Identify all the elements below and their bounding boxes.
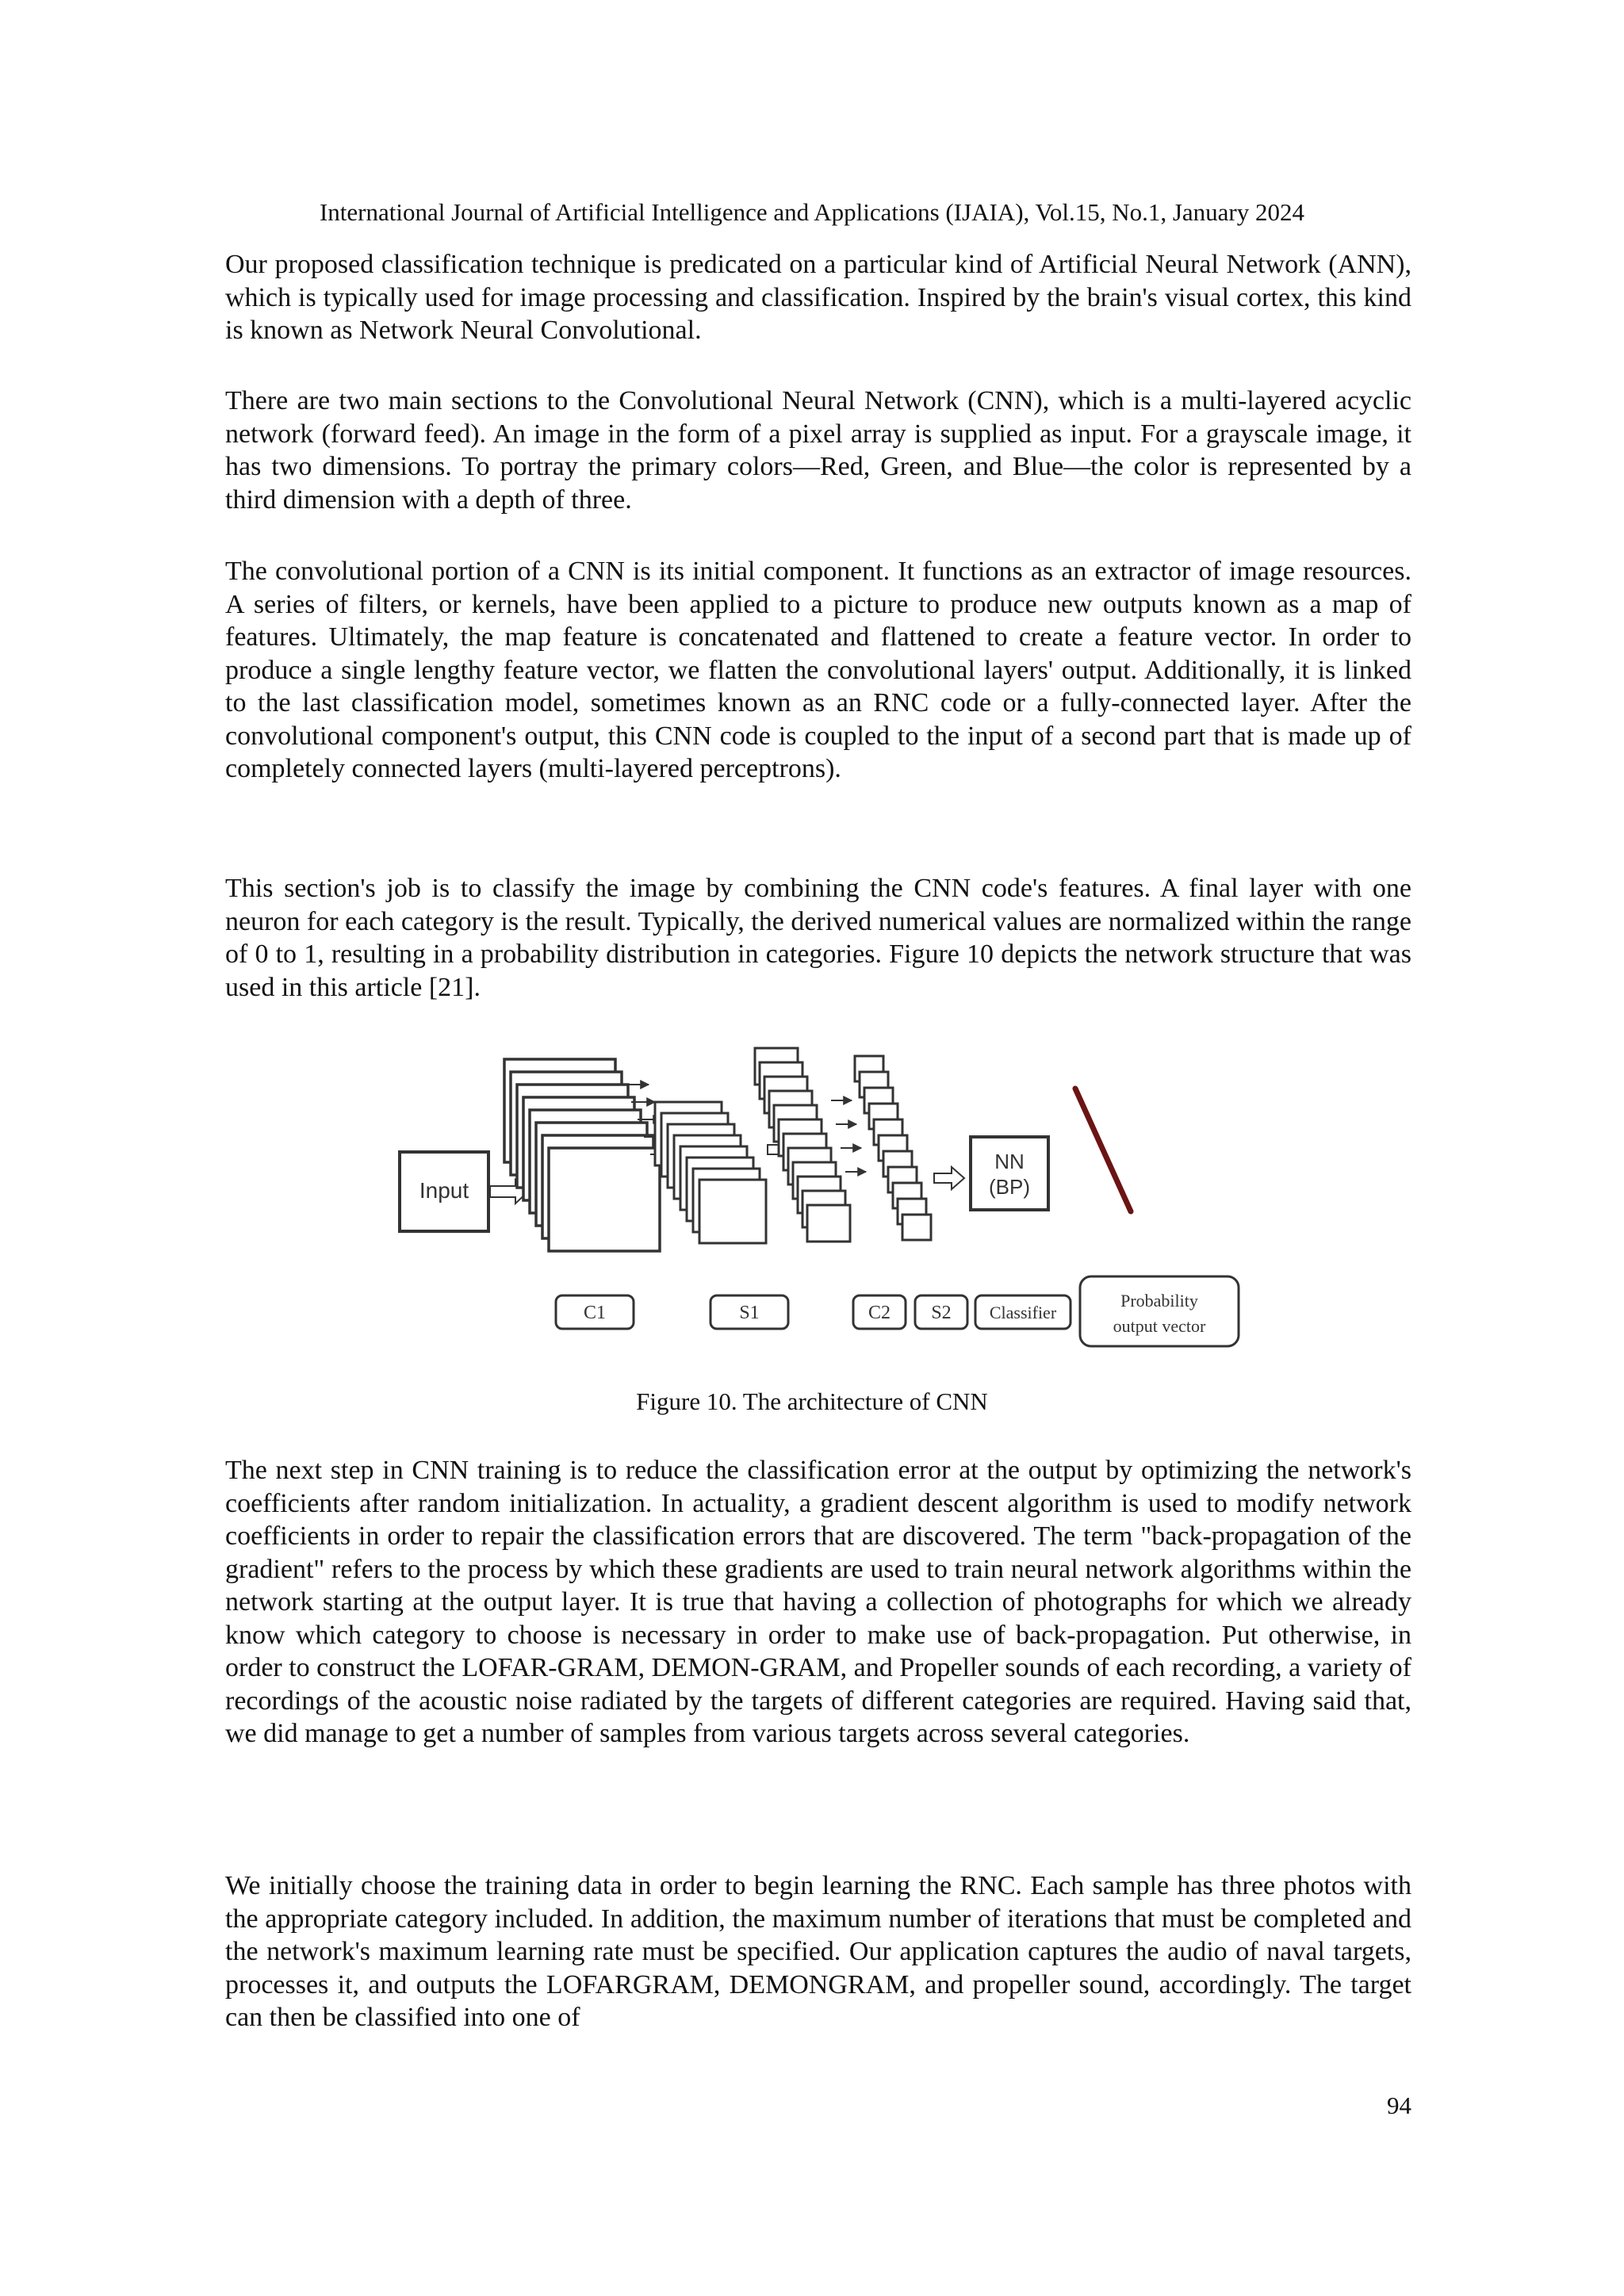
label-output-vector-text: output vector — [1113, 1316, 1206, 1336]
nn-bp-box — [971, 1137, 1048, 1210]
cnn-architecture-figure — [387, 1045, 1283, 1362]
label-c2-text: C2 — [868, 1303, 891, 1323]
paragraph-cnn-training: The next step in CNN training is to reduce the classification error at the output by optimizing the network's coefficients after random initialization. In actuality, a gradient descent algorithm is used to modify network coefficients in order to repair the classification errors that are discovered. The term "back-propagation of the gradient" refers to the process by which these gradients are used to train neural network algorithms within the network starting at the output layer. It is true that having a collection of photographs for which we already know which category to choose is necessary in order to make use of back-propagation. Put otherwise, in order to construct the LOFAR-GRAM, DEMON-GRAM, and Propeller sounds of each recording, a variety of recordings of the acoustic noise radiated by the targets of different categories are required. Having said that, we did manage to get a number of samples from various targets across several categories. — [225, 1456, 1411, 1748]
paragraph-training-data: We initially choose the training data in order to begin learning the RNC. Each sample has three photos with the appropriate category included. In addition, the maximum number of iterations that must be completed and the network's maximum learning rate must be specified. Our application captures the audio of naval targets, processes it, and outputs the LOFARGRAM, DEMONGRAM, and propeller sound, accordingly. The target can then be classified into one of — [225, 1871, 1411, 2032]
output-line — [1075, 1089, 1131, 1211]
running-header: International Journal of Artificial Intelligence and Applications (IJAIA), Vol.15, No.1, January 2024 — [319, 198, 1304, 226]
label-probability-text: Probability — [1120, 1291, 1198, 1311]
paragraph-cnn-sections: There are two main sections to the Convolutional Neural Network (CNN), which is a multi-layered acyclic network (forward feed). An image in the form of a pixel array is supplied as input. For a grayscale image, it has two dimensions. To portray the primary colors—Red, Green, and Blue—the color is represented by a third dimension with a depth of three. — [225, 386, 1411, 515]
label-s1-text: S1 — [739, 1303, 760, 1323]
label-c1-text: C1 — [583, 1303, 607, 1323]
label-c1 — [556, 1295, 634, 1329]
bp-label: (BP) — [989, 1175, 1030, 1199]
input-box — [400, 1152, 488, 1231]
c1-feature-map-stack — [504, 1059, 660, 1251]
arrow-s2-to-nn — [934, 1167, 964, 1189]
label-c2 — [853, 1295, 906, 1329]
paragraph-convolutional-portion: The convolutional portion of a CNN is its initial component. It functions as an extractor of image resources. A series of filters, or kernels, have been applied to a picture to produce new outputs known as a map of features. Ultimately, the map feature is concatenated and flattened to create a feature vector. In order to produce a single lengthy feature vector, we flatten the convolutional layers' output. Additionally, it is linked to the last classification model, sometimes known as an RNC code or a fully-connected layer. After the convolutional component's output, this CNN code is coupled to the input of a second part that is made up of completely connected layers (multi-layered perceptrons). — [225, 557, 1411, 783]
figure-caption: Figure 10. The architecture of CNN — [636, 1387, 988, 1415]
s1-feature-map-stack — [655, 1102, 766, 1243]
nn-label: NN — [994, 1150, 1025, 1173]
paragraph-ann-intro: Our proposed classification technique is predicated on a particular kind of Artificial Neural Network (ANN), which is typically used for image processing and classification. Inspired by the brain's visual cortex, this kind is known as Network Neural Convolutional. — [225, 250, 1411, 345]
label-s1 — [710, 1295, 788, 1329]
label-probability-output-vector — [1080, 1276, 1239, 1346]
label-s2 — [915, 1295, 967, 1329]
label-classifier — [975, 1295, 1071, 1329]
page-number: 94 — [1387, 2091, 1411, 2119]
s2-feature-map-stack — [855, 1056, 931, 1240]
input-label: Input — [419, 1178, 469, 1203]
paragraph-classification-section: This section's job is to classify the image by combining the CNN code's features. A final layer with one neuron for each category is the result. Typically, the derived numerical values are normalized within the range of 0 to 1, resulting in a probability distribution in categories. Figure 10 depicts the network structure that was used in this article [21]. — [225, 874, 1411, 1002]
label-s2-text: S2 — [931, 1303, 952, 1323]
label-classifier-text: Classifier — [989, 1303, 1057, 1322]
